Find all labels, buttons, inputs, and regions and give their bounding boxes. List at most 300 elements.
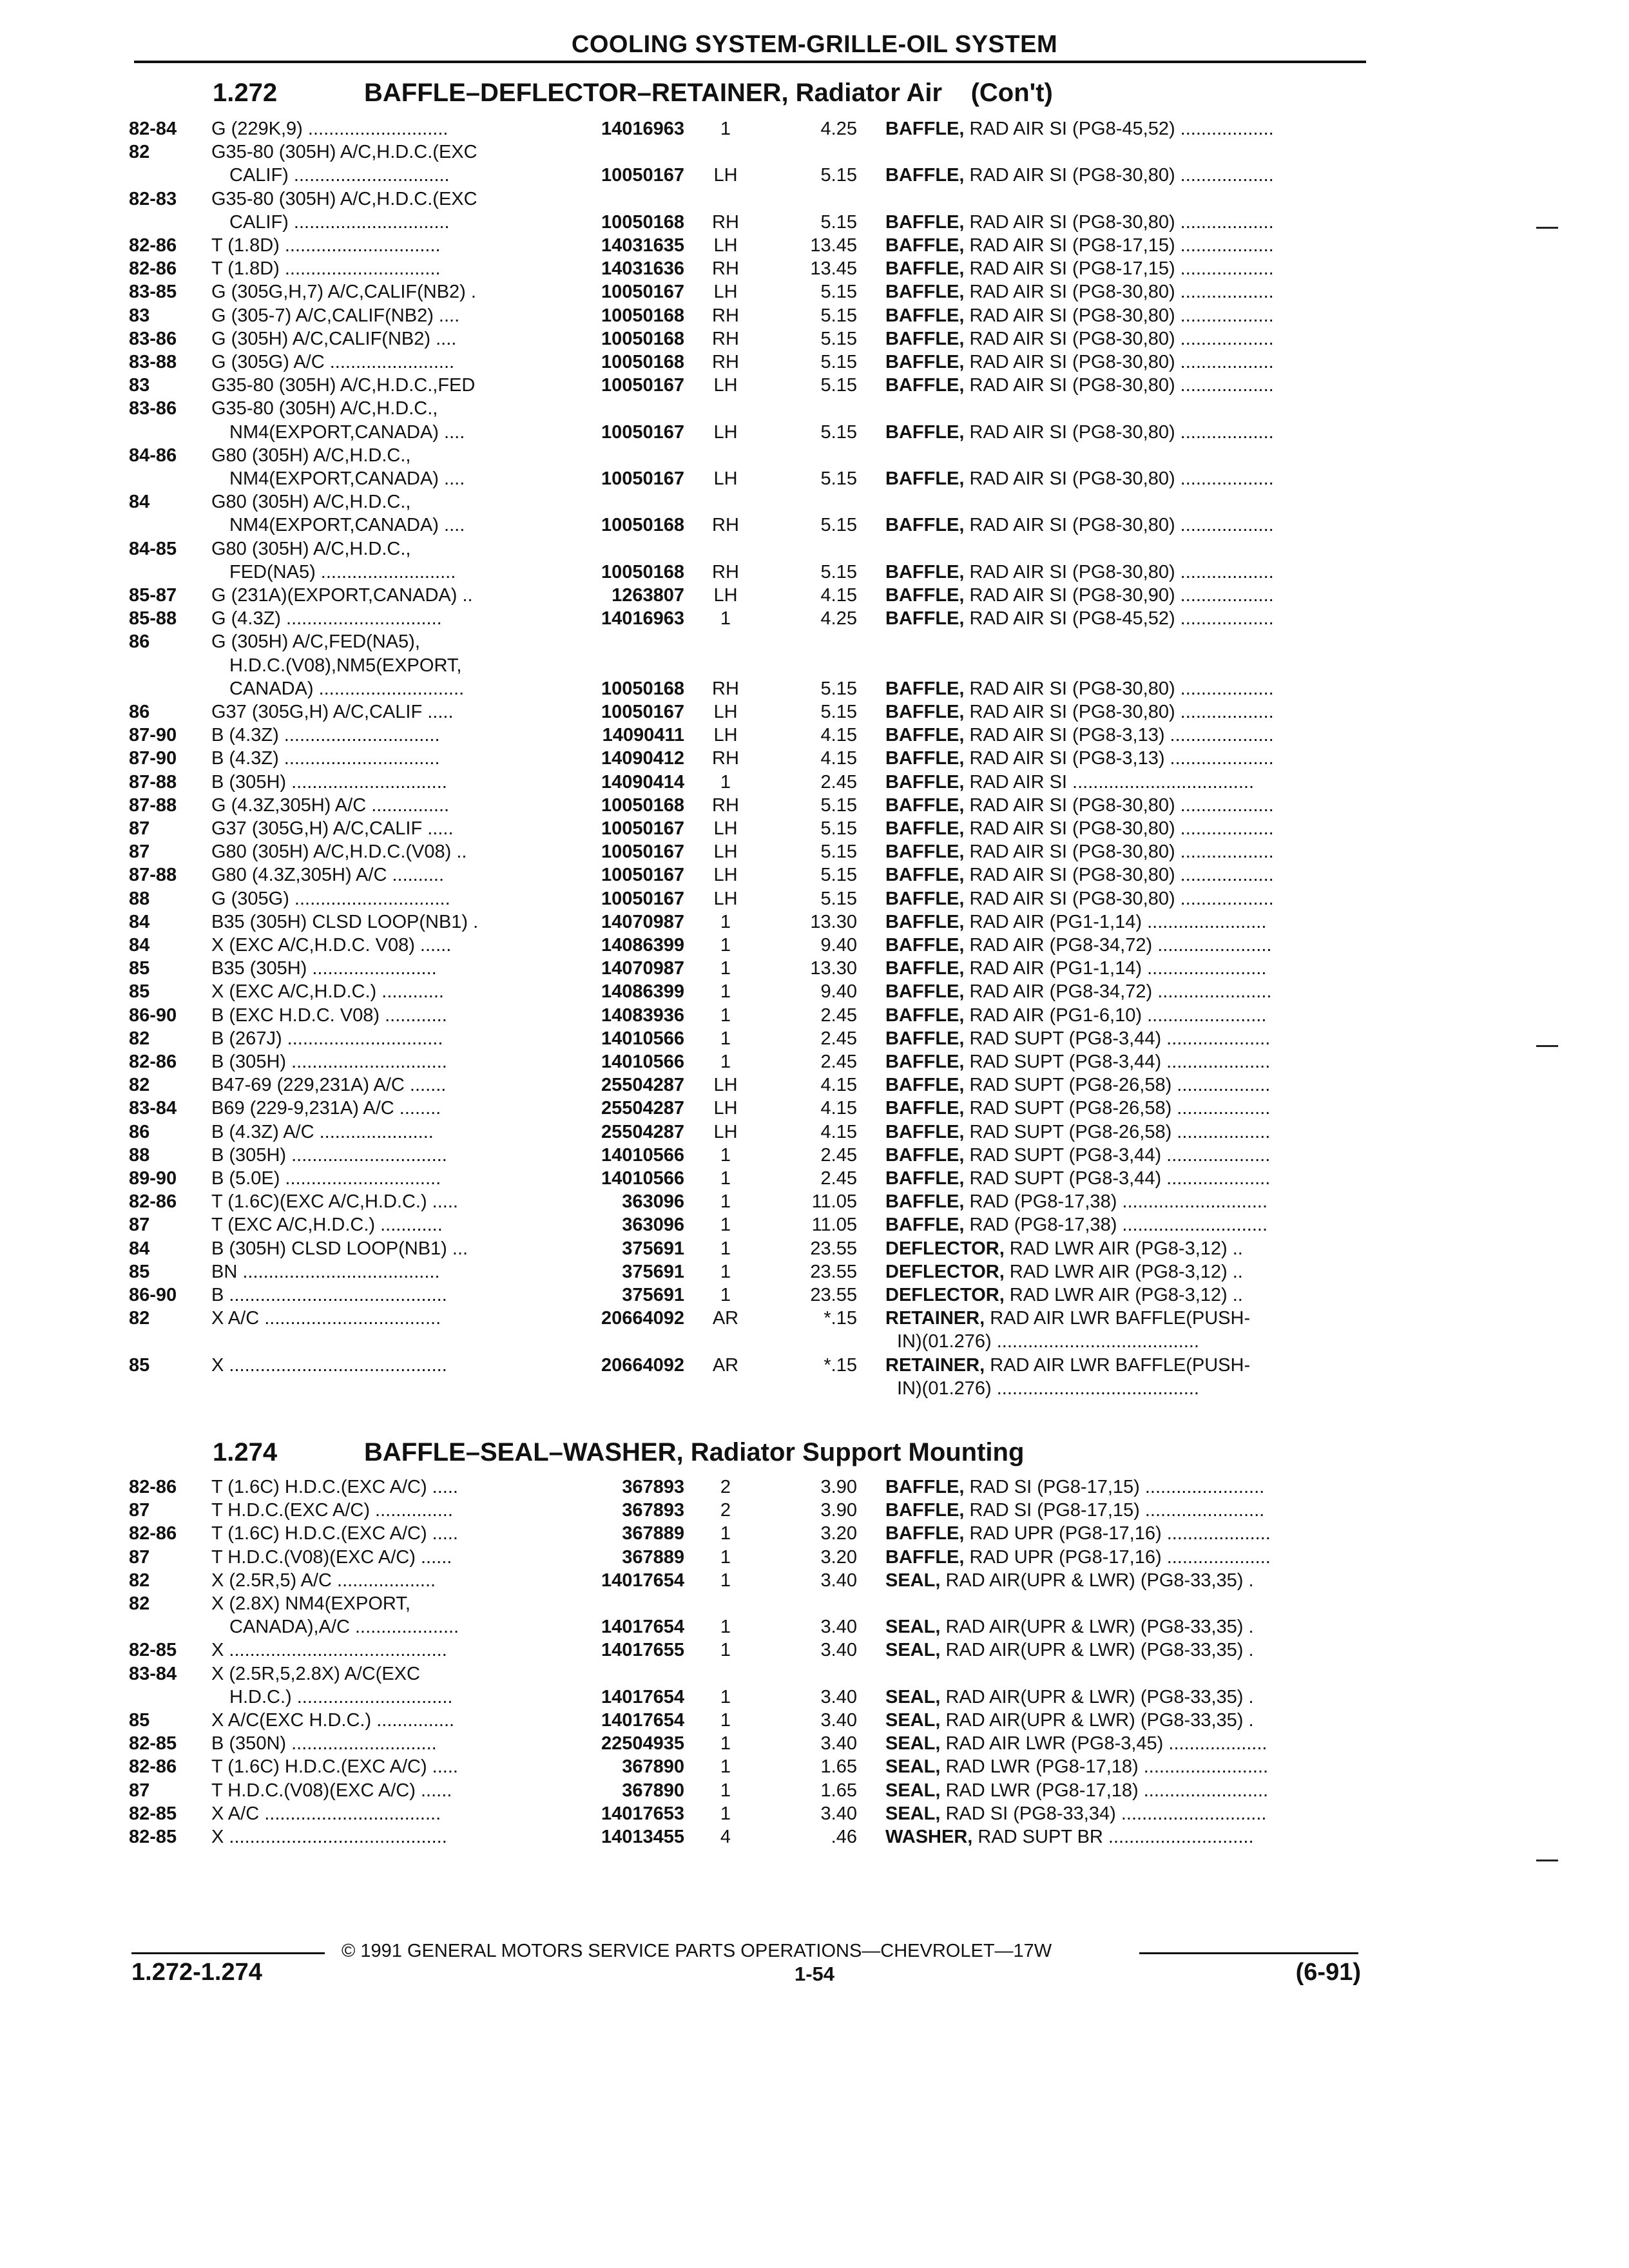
part-name: BAFFLE, RAD SUPT (PG8-26,58) .................. (885, 1075, 1271, 1095)
part-type: BAFFLE, (885, 865, 965, 885)
part-type: BAFFLE, (885, 748, 965, 769)
part-name: IN)(01.276) ....................................... (897, 1331, 1199, 1352)
part-number: 14086399 (601, 935, 684, 956)
vehicle-description: B (305H) CLSD LOOP(NB1) ... (211, 1238, 468, 1259)
quantity: 1 (720, 1570, 731, 1591)
part-type: BAFFLE, (885, 282, 965, 302)
part-type: BAFFLE, (885, 1523, 965, 1544)
quantity: LH (713, 165, 738, 186)
section-title (213, 1438, 1053, 1467)
model-year: 82-86 (129, 258, 177, 279)
quantity: 1 (720, 1523, 731, 1544)
footer-rule-left (131, 1952, 325, 1954)
model-year: 88 (129, 1145, 150, 1166)
vehicle-description: G37 (305G,H) A/C,CALIF ..... (211, 818, 454, 839)
parts-row (0, 257, 1629, 280)
part-number: 363096 (622, 1191, 684, 1212)
part-type: SEAL, (885, 1756, 941, 1777)
price: 5.15 (820, 305, 857, 326)
part-number: 14070987 (601, 958, 684, 979)
part-name: SEAL, RAD AIR(UPR & LWR) (PG8-33,35) . (885, 1570, 1254, 1591)
parts-row (0, 934, 1629, 957)
page-title: COOLING SYSTEM-GRILLE-OIL SYSTEM (571, 31, 1058, 58)
parts-row (0, 700, 1629, 724)
part-type: RETAINER, (885, 1355, 985, 1376)
margin-tick (1536, 1045, 1558, 1047)
quantity: RH (712, 305, 739, 326)
vehicle-description: T (1.6C)(EXC A/C,H.D.C.) ..... (211, 1191, 458, 1212)
model-year: 82 (129, 1075, 150, 1095)
footer-copyright: © 1991 GENERAL MOTORS SERVICE PARTS OPERATIONS—CHEVROLET—17W (342, 1941, 1052, 1961)
model-year: 83-84 (129, 1664, 177, 1684)
quantity: RH (712, 212, 739, 233)
part-number: 14010566 (601, 1028, 684, 1049)
part-number: 14017653 (601, 1803, 684, 1824)
part-name: BAFFLE, RAD AIR (PG8-34,72) ...................... (885, 935, 1272, 956)
part-name: BAFFLE, RAD AIR SI (PG8-30,80) .................. (885, 562, 1274, 582)
model-year: 87 (129, 1500, 150, 1521)
part-name: WASHER, RAD SUPT BR ............................ (885, 1827, 1254, 1847)
quantity: LH (713, 725, 738, 745)
part-number: 14016963 (601, 119, 684, 139)
price: 5.15 (820, 352, 857, 372)
part-number: 14090411 (602, 725, 684, 745)
quantity: 1 (720, 1547, 731, 1568)
parts-row (0, 1097, 1629, 1120)
part-type: SEAL, (885, 1780, 941, 1801)
part-number: 14010566 (601, 1168, 684, 1189)
price: 3.20 (820, 1547, 857, 1568)
quantity: 1 (720, 1262, 731, 1282)
price: 3.40 (820, 1710, 857, 1731)
part-number: 14086399 (601, 981, 684, 1002)
part-name: IN)(01.276) ....................................... (897, 1378, 1199, 1399)
model-year: 85-88 (129, 608, 177, 629)
model-year: 85 (129, 1710, 150, 1731)
price: 13.45 (810, 235, 857, 256)
part-number: 10050168 (601, 795, 684, 816)
part-name: BAFFLE, RAD AIR SI (PG8-30,80) .................. (885, 795, 1274, 816)
part-type: BAFFLE, (885, 119, 965, 139)
part-name: BAFFLE, RAD AIR SI (PG8-30,80) .................. (885, 515, 1274, 535)
parts-row (0, 1546, 1629, 1569)
quantity: 1 (720, 1005, 731, 1026)
part-name: BAFFLE, RAD AIR (PG8-34,72) ...................... (885, 981, 1272, 1002)
vehicle-description: B (350N) ............................ (211, 1733, 437, 1754)
parts-row (0, 1307, 1629, 1330)
part-name: BAFFLE, RAD AIR SI (PG8-30,80) .................. (885, 841, 1274, 862)
vehicle-description: B47-69 (229,231A) A/C ....... (211, 1075, 447, 1095)
price: 5.15 (820, 165, 857, 186)
part-name: DEFLECTOR, RAD LWR AIR (PG8-3,12) .. (885, 1285, 1243, 1305)
part-name: BAFFLE, RAD AIR SI (PG8-30,80) .................. (885, 329, 1274, 349)
parts-row (0, 1802, 1629, 1825)
price: 3.40 (820, 1570, 857, 1591)
vehicle-description: G80 (305H) A/C,H.D.C., (211, 445, 411, 466)
quantity: 1 (720, 1285, 731, 1305)
part-number: 22504935 (601, 1733, 684, 1754)
model-year: 84 (129, 1238, 150, 1259)
parts-row (0, 1377, 1629, 1400)
price: 23.55 (810, 1285, 857, 1305)
part-name: BAFFLE, RAD UPR (PG8-17,16) .................... (885, 1547, 1271, 1568)
price: 23.55 (810, 1238, 857, 1259)
quantity: RH (712, 515, 739, 535)
parts-row (0, 1686, 1629, 1709)
part-number: 14017654 (601, 1570, 684, 1591)
parts-row (0, 1732, 1629, 1755)
vehicle-description: B (4.3Z) A/C ...................... (211, 1122, 434, 1142)
vehicle-description: CANADA),A/C .................... (229, 1617, 459, 1637)
part-type: BAFFLE, (885, 235, 965, 256)
parts-row (0, 187, 1629, 211)
part-number: 10050167 (601, 375, 684, 396)
part-type: BAFFLE, (885, 678, 965, 699)
price: *.15 (824, 1308, 857, 1329)
price: 3.40 (820, 1640, 857, 1660)
part-number: 10050167 (601, 282, 684, 302)
part-type: BAFFLE, (885, 1075, 965, 1095)
part-type: BAFFLE, (885, 515, 965, 535)
part-name: BAFFLE, RAD AIR SI (PG8-17,15) .................. (885, 235, 1274, 256)
price: 13.30 (810, 912, 857, 932)
part-number: 20664092 (601, 1355, 684, 1376)
price: 4.15 (820, 725, 857, 745)
vehicle-description: T H.D.C.(EXC A/C) ............... (211, 1500, 453, 1521)
part-number: 10050167 (601, 841, 684, 862)
parts-row (0, 910, 1629, 934)
parts-row (0, 1615, 1629, 1639)
part-number: 14070987 (601, 912, 684, 932)
vehicle-description: X (2.8X) NM4(EXPORT, (211, 1593, 410, 1614)
parts-row (0, 1073, 1629, 1097)
model-year: 86 (129, 631, 150, 652)
price: 2.45 (820, 1168, 857, 1189)
vehicle-description: CALIF) .............................. (229, 212, 450, 233)
quantity: 1 (720, 1780, 731, 1801)
vehicle-description: B (EXC H.D.C. V08) ............ (211, 1005, 447, 1026)
price: 5.15 (820, 422, 857, 443)
vehicle-description: T H.D.C.(V08)(EXC A/C) ...... (211, 1780, 452, 1801)
part-type: BAFFLE, (885, 1547, 965, 1568)
part-number: 367890 (622, 1780, 684, 1801)
quantity: 1 (720, 935, 731, 956)
vehicle-description: G (4.3Z,305H) A/C ............... (211, 795, 450, 816)
quantity: LH (713, 1098, 738, 1119)
price: 5.15 (820, 889, 857, 909)
parts-row (0, 1050, 1629, 1073)
part-type: BAFFLE, (885, 912, 965, 932)
model-year: 82 (129, 1570, 150, 1591)
quantity: LH (713, 841, 738, 862)
parts-row (0, 1825, 1629, 1849)
part-number: 375691 (622, 1285, 684, 1305)
quantity: RH (712, 748, 739, 769)
vehicle-description: B (4.3Z) .............................. (211, 725, 440, 745)
part-type: DEFLECTOR, (885, 1262, 1005, 1282)
quantity: RH (712, 329, 739, 349)
model-year: 82-83 (129, 189, 177, 209)
vehicle-description: G (305G) .............................. (211, 889, 450, 909)
quantity: 4 (720, 1827, 731, 1847)
parts-row (0, 421, 1629, 444)
quantity: LH (713, 235, 738, 256)
model-year: 86 (129, 1122, 150, 1142)
vehicle-description: G80 (305H) A/C,H.D.C., (211, 539, 411, 559)
price: 5.15 (820, 212, 857, 233)
part-name: BAFFLE, RAD AIR SI (PG8-30,80) .................. (885, 422, 1274, 443)
part-number: 367890 (622, 1756, 684, 1777)
price: 23.55 (810, 1262, 857, 1282)
price: 3.40 (820, 1733, 857, 1754)
model-year: 85-87 (129, 585, 177, 606)
price: 2.45 (820, 1005, 857, 1026)
part-number: 10050168 (601, 562, 684, 582)
part-number: 10050167 (601, 165, 684, 186)
price: 5.15 (820, 468, 857, 489)
quantity: 1 (720, 958, 731, 979)
part-number: 14016963 (601, 608, 684, 629)
quantity: 1 (720, 1803, 731, 1824)
price: 2.45 (820, 1028, 857, 1049)
quantity: 1 (720, 1617, 731, 1637)
parts-row (0, 1237, 1629, 1260)
vehicle-description: H.D.C.) .............................. (229, 1687, 453, 1707)
model-year: 83-86 (129, 398, 177, 419)
model-year: 84-85 (129, 539, 177, 559)
part-number: 20664092 (601, 1308, 684, 1329)
part-type: BAFFLE, (885, 795, 965, 816)
part-name: BAFFLE, RAD AIR SI (PG8-30,80) .................. (885, 305, 1274, 326)
part-number: 14083936 (601, 1005, 684, 1026)
parts-row (0, 1779, 1629, 1802)
quantity: 1 (720, 608, 731, 629)
parts-row (0, 351, 1629, 374)
vehicle-description: T (1.6C) H.D.C.(EXC A/C) ..... (211, 1477, 458, 1497)
part-name: BAFFLE, RAD AIR SI (PG8-30,80) .................. (885, 212, 1274, 233)
parts-row (0, 747, 1629, 770)
part-number: 14031635 (601, 235, 684, 256)
quantity: RH (712, 258, 739, 279)
parts-row (0, 887, 1629, 910)
vehicle-description: X A/C .................................. (211, 1803, 441, 1824)
part-name: BAFFLE, RAD AIR SI (PG8-45,52) .................. (885, 119, 1274, 139)
parts-row (0, 211, 1629, 234)
price: 4.25 (820, 119, 857, 139)
vehicle-description: X .......................................... (211, 1640, 447, 1660)
part-type: BAFFLE, (885, 375, 965, 396)
price: 4.25 (820, 608, 857, 629)
parts-row (0, 1709, 1629, 1732)
vehicle-description: B69 (229-9,231A) A/C ........ (211, 1098, 441, 1119)
price: 5.15 (820, 818, 857, 839)
model-year: 82 (129, 142, 150, 162)
vehicle-description: B (305H) .............................. (211, 1052, 447, 1072)
part-name: BAFFLE, RAD (PG8-17,38) ............................ (885, 1191, 1268, 1212)
vehicle-description: B35 (305H) ........................ (211, 958, 437, 979)
model-year: 82-85 (129, 1827, 177, 1847)
part-name: BAFFLE, RAD SUPT (PG8-3,44) .................... (885, 1028, 1271, 1049)
part-type: BAFFLE, (885, 1122, 965, 1142)
model-year: 87-90 (129, 725, 177, 745)
part-name: BAFFLE, RAD SI (PG8-17,15) ....................... (885, 1477, 1265, 1497)
part-name: BAFFLE, RAD AIR (PG1-1,14) ....................... (885, 912, 1267, 932)
quantity: 1 (720, 1756, 731, 1777)
parts-row (0, 561, 1629, 584)
price: 5.15 (820, 841, 857, 862)
part-number: 367889 (622, 1547, 684, 1568)
model-year: 87 (129, 841, 150, 862)
part-type: BAFFLE, (885, 1191, 965, 1212)
part-name: BAFFLE, RAD SUPT (PG8-3,44) .................... (885, 1052, 1271, 1072)
parts-row (0, 654, 1629, 677)
vehicle-description: T (1.8D) .............................. (211, 258, 441, 279)
part-name: BAFFLE, RAD AIR SI (PG8-30,80) .................. (885, 352, 1274, 372)
part-type: BAFFLE, (885, 562, 965, 582)
part-type: BAFFLE, (885, 1098, 965, 1119)
quantity: 2 (720, 1500, 731, 1521)
part-name: BAFFLE, RAD AIR SI (PG8-30,80) .................. (885, 375, 1274, 396)
parts-row (0, 374, 1629, 397)
parts-row (0, 1027, 1629, 1050)
part-name: BAFFLE, RAD SUPT (PG8-26,58) .................. (885, 1122, 1271, 1142)
quantity: 1 (720, 981, 731, 1002)
parts-row (0, 607, 1629, 630)
part-number: 1263807 (612, 585, 684, 606)
vehicle-description: G (305G) A/C ........................ (211, 352, 455, 372)
footer-page-number: 1-54 (794, 1963, 835, 1985)
price: 5.15 (820, 329, 857, 349)
model-year: 87 (129, 1780, 150, 1801)
model-year: 83 (129, 375, 150, 396)
quantity: LH (713, 585, 738, 606)
part-type: BAFFLE, (885, 165, 965, 186)
price: .46 (831, 1827, 857, 1847)
vehicle-description: B (5.0E) .............................. (211, 1168, 441, 1189)
part-number: 14017654 (601, 1687, 684, 1707)
parts-row (0, 863, 1629, 887)
part-name: BAFFLE, RAD AIR (PG1-1,14) ....................... (885, 958, 1267, 979)
price: 9.40 (820, 981, 857, 1002)
part-number: 25504287 (601, 1122, 684, 1142)
price: 3.90 (820, 1500, 857, 1521)
part-name: SEAL, RAD AIR(UPR & LWR) (PG8-33,35) . (885, 1710, 1254, 1731)
part-type: BAFFLE, (885, 352, 965, 372)
part-number: 10050168 (601, 352, 684, 372)
part-name: DEFLECTOR, RAD LWR AIR (PG8-3,12) .. (885, 1238, 1243, 1259)
price: 3.40 (820, 1803, 857, 1824)
vehicle-description: G (305H) A/C,FED(NA5), (211, 631, 420, 652)
model-year: 82-84 (129, 119, 177, 139)
vehicle-description: G (229K,9) ........................... (211, 119, 448, 139)
part-name: RETAINER, RAD AIR LWR BAFFLE(PUSH- (885, 1355, 1251, 1376)
margin-tick (1536, 1860, 1558, 1861)
part-name: BAFFLE, RAD SUPT (PG8-26,58) .................. (885, 1098, 1271, 1119)
part-name: BAFFLE, RAD AIR SI (PG8-30,80) .................. (885, 889, 1274, 909)
part-name: BAFFLE, RAD SI (PG8-17,15) ....................... (885, 1500, 1265, 1521)
parts-row (0, 1167, 1629, 1190)
price: *.15 (824, 1355, 857, 1376)
parts-row (0, 1592, 1629, 1615)
price: 5.15 (820, 678, 857, 699)
part-type: BAFFLE, (885, 1052, 965, 1072)
part-number: 10050168 (601, 305, 684, 326)
vehicle-description: X .......................................... (211, 1827, 447, 1847)
model-year: 82-85 (129, 1803, 177, 1824)
quantity: 1 (720, 1215, 731, 1235)
model-year: 82 (129, 1593, 150, 1614)
model-year: 83-88 (129, 352, 177, 372)
part-number: 10050167 (601, 422, 684, 443)
vehicle-description: T (1.6C) H.D.C.(EXC A/C) ..... (211, 1756, 458, 1777)
vehicle-description: T (1.6C) H.D.C.(EXC A/C) ..... (211, 1523, 458, 1544)
part-name: BAFFLE, RAD AIR SI (PG8-30,80) .................. (885, 678, 1274, 699)
part-type: BAFFLE, (885, 1028, 965, 1049)
vehicle-description: B (267J) .............................. (211, 1028, 443, 1049)
vehicle-description: B35 (305H) CLSD LOOP(NB1) . (211, 912, 479, 932)
parts-row (0, 1260, 1629, 1283)
part-name: BAFFLE, RAD AIR SI (PG8-30,80) .................. (885, 818, 1274, 839)
model-year: 82 (129, 1028, 150, 1049)
quantity: LH (713, 1075, 738, 1095)
parts-row (0, 1755, 1629, 1778)
part-type: BAFFLE, (885, 889, 965, 909)
margin-tick (1536, 227, 1558, 229)
part-number: 10050168 (601, 678, 684, 699)
part-type: RETAINER, (885, 1308, 985, 1329)
part-number: 14010566 (601, 1052, 684, 1072)
section-number: 1.272 (213, 79, 278, 107)
model-year: 85 (129, 1262, 150, 1282)
section-heading: BAFFLE–SEAL–WASHER, Radiator Support Mounting (364, 1438, 1025, 1466)
price: 4.15 (820, 1075, 857, 1095)
parts-row (0, 1475, 1629, 1499)
model-year: 82-86 (129, 1191, 177, 1212)
price: 4.15 (820, 1098, 857, 1119)
part-number: 14031636 (601, 258, 684, 279)
part-type: DEFLECTOR, (885, 1238, 1005, 1259)
vehicle-description: G (231A)(EXPORT,CANADA) .. (211, 585, 473, 606)
model-year: 84-86 (129, 445, 177, 466)
part-number: 10050168 (601, 515, 684, 535)
model-year: 87 (129, 1215, 150, 1235)
vehicle-description: B (305H) .............................. (211, 1145, 447, 1166)
vehicle-description: X (2.5R,5) A/C ................... (211, 1570, 436, 1591)
vehicle-description: CANADA) ............................ (229, 678, 465, 699)
part-type: SEAL, (885, 1570, 941, 1591)
part-name: SEAL, RAD LWR (PG8-17,18) ........................ (885, 1756, 1269, 1777)
part-type: BAFFLE, (885, 1005, 965, 1026)
model-year: 83 (129, 305, 150, 326)
quantity: 1 (720, 1191, 731, 1212)
footer-revision-date: (6-91) (1295, 1959, 1361, 1986)
section-title (213, 79, 1053, 108)
part-number: 25504287 (601, 1075, 684, 1095)
part-type: BAFFLE, (885, 981, 965, 1002)
vehicle-description: G (305-7) A/C,CALIF(NB2) .... (211, 305, 460, 326)
model-year: 87-88 (129, 772, 177, 793)
vehicle-description: X (EXC A/C,H.D.C. V08) ...... (211, 935, 452, 956)
part-type: BAFFLE, (885, 212, 965, 233)
part-type: BAFFLE, (885, 1477, 965, 1497)
quantity: 1 (720, 119, 731, 139)
part-name: BAFFLE, RAD AIR SI (PG8-45,52) .................. (885, 608, 1274, 629)
parts-row (0, 794, 1629, 817)
vehicle-description: NM4(EXPORT,CANADA) .... (229, 468, 465, 489)
model-year: 87 (129, 1547, 150, 1568)
part-name: BAFFLE, RAD AIR SI (PG8-30,80) .................. (885, 702, 1274, 722)
price: 5.15 (820, 375, 857, 396)
